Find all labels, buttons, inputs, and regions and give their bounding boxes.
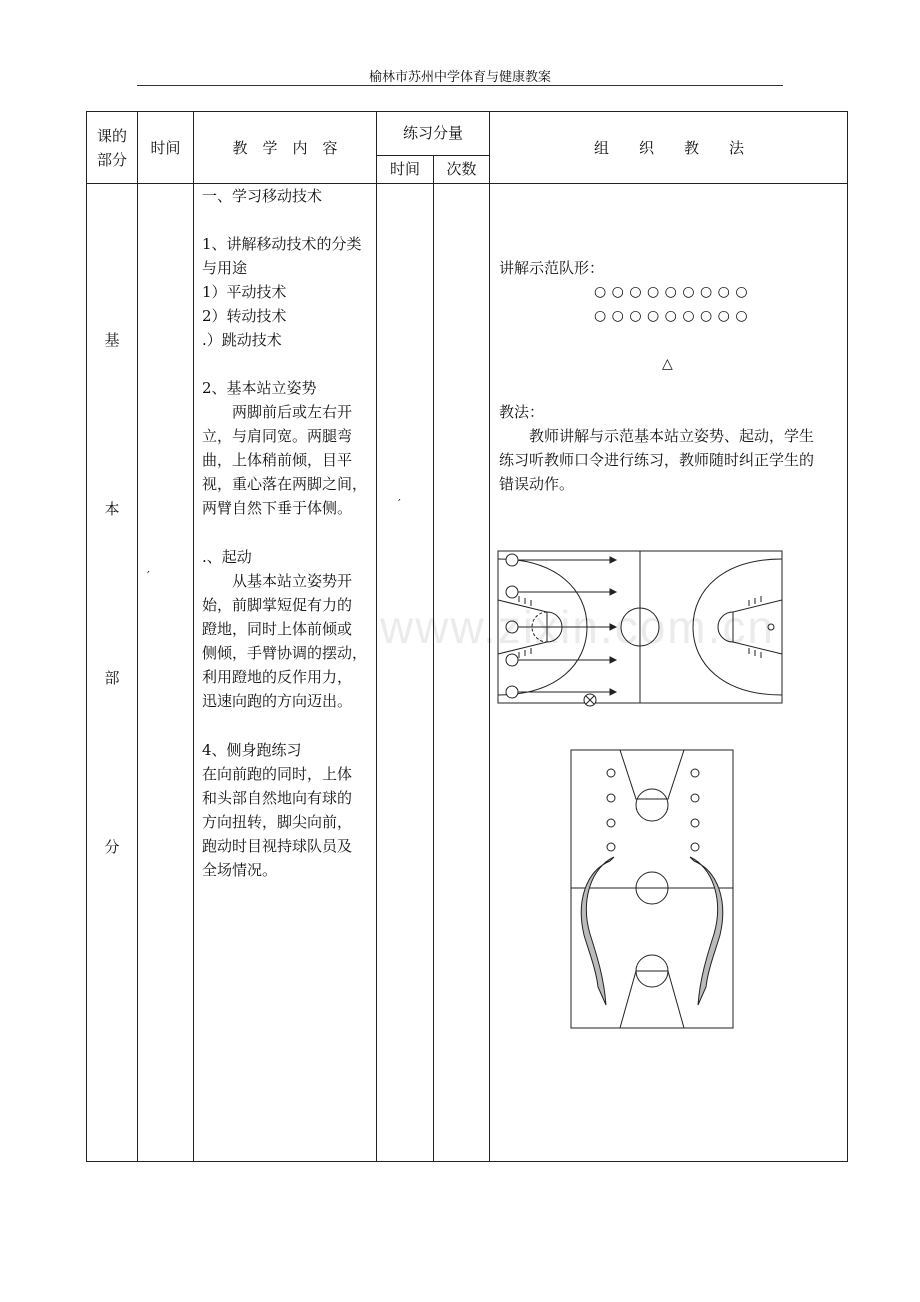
formation-row-1: ○ ○ ○ ○ ○ ○ ○ ○ ○ (594, 284, 749, 300)
col-divider-2 (193, 111, 194, 1162)
player-icon (506, 654, 518, 666)
content-line: .）跳动技术 (202, 331, 282, 349)
teacher-mark: △ (662, 356, 673, 372)
content-line: 视，重心落在两脚之间， (202, 475, 368, 493)
col-divider-4 (433, 155, 434, 1162)
method-line: 练习听教师口令进行练习，教师随时纠正学生的 (499, 451, 815, 469)
content-line: 1、讲解移动技术的分类 (202, 235, 362, 253)
method-line: 教师讲解与示范基本站立姿势、起动，学生 (499, 427, 815, 445)
content-line: 曲，上体稍前倾，目平 (202, 451, 353, 469)
content-line: 迅速向跑的方向迈出。 (202, 692, 353, 710)
content-line: 从基本站立姿势开 (202, 572, 353, 590)
part-char-2: 本 (104, 500, 120, 518)
header-part-line2: 部分 (96, 151, 127, 169)
content-line: 在向前跑的同时，上体 (202, 765, 353, 783)
header-content: 教 学 内 容 (232, 139, 338, 157)
top-key (620, 750, 684, 799)
method-label: 教法： (499, 403, 545, 421)
header-row-divider (86, 183, 848, 184)
content-line: 和头部自然地向有球的 (202, 789, 353, 807)
col-divider-1 (137, 111, 138, 1162)
header-method: 组 织 教 法 (593, 139, 744, 157)
content-line: 始，前脚掌短促有力的 (202, 596, 353, 614)
content-line: 1）平动技术 (202, 283, 287, 301)
col-divider-3 (376, 111, 377, 1162)
content-heading-1: 一、学习移动技术 (202, 187, 323, 205)
content-heading-4: 4、侧身跑练习 (202, 741, 302, 759)
content-line: 蹬地，同时上体前倾或 (202, 620, 353, 638)
content-line: 方向扭转，脚尖向前， (202, 813, 353, 831)
player-icon (506, 686, 518, 698)
page-header-title: 榆林市苏州中学体育与健康教案 (368, 70, 551, 85)
side-run-arrows (581, 857, 722, 1005)
practice-time-mark: ′ (398, 497, 401, 511)
header-divider (137, 85, 783, 86)
top-ft-circle (636, 789, 668, 821)
header-practice-count: 次数 (446, 160, 477, 178)
content-line: 利用蹬地的反作用力， (202, 668, 353, 686)
header-time: 时间 (150, 139, 181, 157)
content-line: 立，与肩同宽。两腿弯 (202, 427, 353, 445)
content-heading-2: 2、基本站立姿势 (202, 379, 317, 397)
formation-label: 讲解示范队形： (499, 259, 605, 277)
content-line: 全场情况。 (202, 861, 278, 879)
part-char-1: 基 (104, 331, 120, 349)
side-run-diagram (570, 749, 735, 1031)
content-line: 与用途 (202, 259, 248, 277)
formation-row-2: ○ ○ ○ ○ ○ ○ ○ ○ ○ (594, 308, 749, 324)
diagram-boundary (571, 750, 733, 1028)
part-char-3: 部 (104, 669, 120, 687)
content-line: 侧倾，手臂协调的摆动， (202, 644, 368, 662)
player-icon (506, 586, 518, 598)
header-practice: 练习分量 (402, 124, 463, 142)
method-line: 错误动作。 (499, 475, 575, 493)
watermark: www.zixin.com.cn (380, 601, 775, 653)
coach-icon (584, 694, 596, 706)
content-heading-3: .、起动 (202, 548, 252, 566)
bottom-key (620, 971, 684, 1028)
time-mark: ′ (147, 569, 150, 583)
player-markers (607, 769, 699, 851)
part-char-4: 分 (104, 838, 120, 856)
content-line: 两脚前后或左右开 (202, 403, 353, 421)
player-icon (506, 554, 518, 566)
content-line: 2）转动技术 (202, 307, 287, 325)
header-practice-time: 时间 (389, 160, 420, 178)
content-line: 两臂自然下垂于体侧。 (202, 499, 353, 517)
content-line: 跑动时目视持球队员及 (202, 837, 353, 855)
header-part-line1: 课的 (96, 127, 127, 145)
